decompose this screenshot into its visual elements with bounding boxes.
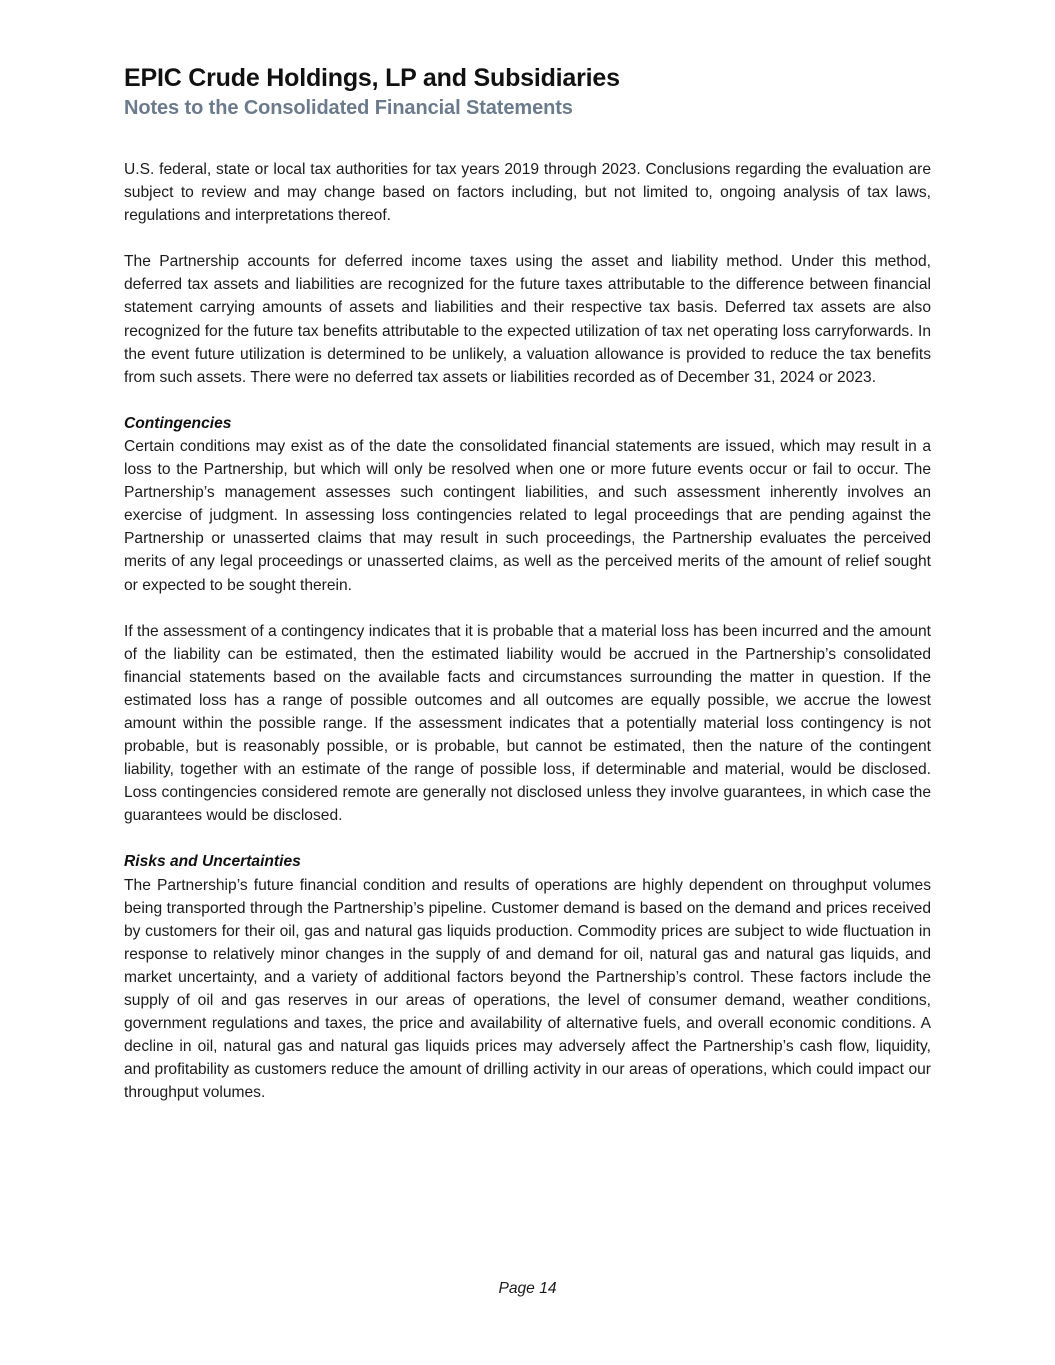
contingencies-paragraph-1: Certain conditions may exist as of the date the consolidated financial statements are issued, which may result in a loss to the Partnership, but which will only be resolved when one or more future events occur or fail to occur. The Partnership’s management assesses such contingent liabilities, and such assessment inherently involves an exercise of judgment. In assessing loss contingencies related to legal proceedings that are pending against the Partnership or unasserted claims that may result in such proceedings, the Partnership evaluates the perceived merits of any legal proceedings or unasserted claims, as well as the perceived merits of the amount of relief sought or expected to be sought therein. [124, 437, 931, 594]
contingencies-paragraph-2: If the assessment of a contingency indicates that it is probable that a material loss has been incurred and the amount of the liability can be estimated, then the estimated liability would be accrued in the Partnership’s consolidated financial statements based on the available facts and circumstances surrounding the matter in question. If the estimated loss has a range of possible outcomes and all outcomes are equally possible, we accrue the lowest amount within the possible range. If the assessment indicates that a potentially material loss contingency is not probable, but is reasonably possible, or is probable, but cannot be estimated, then the nature of the contingent liability, together with an estimate of the range of possible loss, if determinable and material, would be disclosed. Loss contingencies considered remote are generally not disclosed unless they involve guarantees, in which case the guarantees would be disclosed. [124, 622, 931, 825]
risks-heading: Risks and Uncertainties [124, 853, 301, 871]
contingencies-section [124, 412, 931, 828]
deferred-tax-paragraph: The Partnership accounts for deferred income taxes using the asset and liability method. Under this method, deferred tax assets and liabilities are recognized for the future taxes attributable to the difference between financial statement carrying amounts of assets and liabilities and their respective tax basis. Deferred tax assets are also recognized for the future tax benefits attributable to the expected utilization of tax net operating loss carryforwards. In the event future utilization is determined to be unlikely, a valuation allowance is provided to reduce the tax benefits from such assets. There were no deferred tax assets or liabilities recorded as of December 31, 2024 or 2023. [124, 253, 931, 386]
document-page [124, 62, 931, 1127]
document-subtitle: Notes to the Consolidated Financial Statements [124, 97, 573, 119]
intro-paragraph: U.S. federal, state or local tax authorities for tax years 2019 through 2023. Conclusions regarding the evaluation are subject to review and may change based on factors including, but not limited to, ongoing analysis of tax laws, regulations and interpretations thereof. [124, 161, 931, 225]
risks-section [124, 850, 931, 1104]
risks-paragraph: The Partnership’s future financial condition and results of operations are highly dependent on throughput volumes being transported through the Partnership’s pipeline. Customer demand is based on the demand and prices received by customers for their oil, gas and natural gas liquids production. Commodity prices are subject to wide fluctuation in response to relatively minor changes in the supply of and demand for oil, natural gas and natural gas liquids, and market uncertainty, and a variety of additional factors beyond the Partnership’s control. These factors include the supply of oil and gas reserves in our areas of operations, the level of consumer demand, weather conditions, government regulations and taxes, the price and availability of alternative fuels, and overall economic conditions. A decline in oil, natural gas and natural gas liquids prices may adversely affect the Partnership’s cash flow, liquidity, and profitability as customers reduce the amount of drilling activity in our areas of operations, which could impact our throughput volumes. [124, 876, 931, 1102]
page-number: Page 14 [498, 1280, 557, 1297]
contingencies-heading: Contingencies [124, 414, 232, 432]
document-title: EPIC Crude Holdings, LP and Subsidiaries [124, 64, 620, 92]
